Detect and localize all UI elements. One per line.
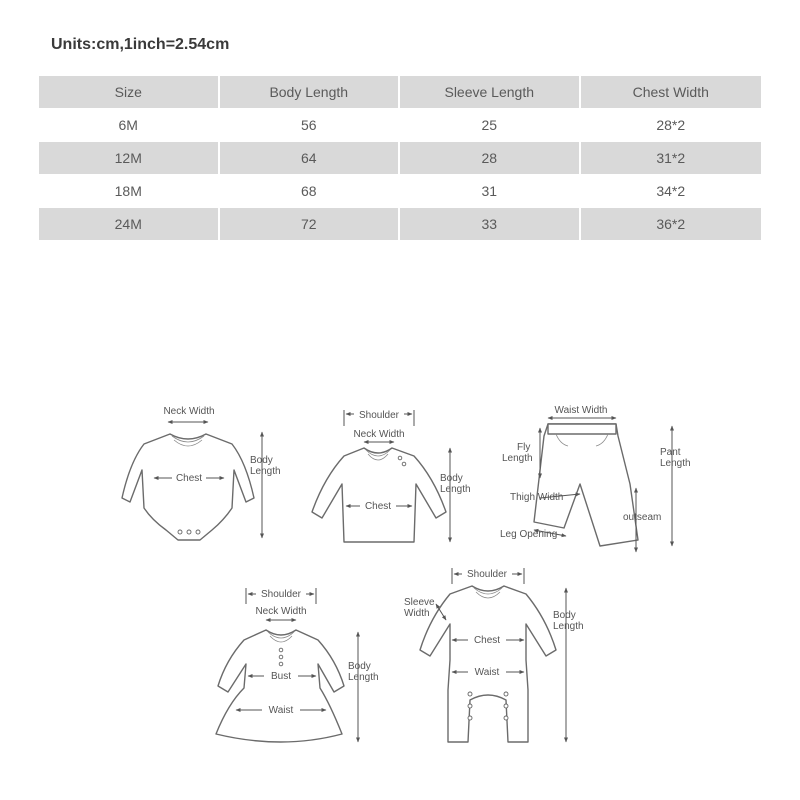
pants-waist-width-label: Waist Width — [554, 405, 608, 416]
top-length-label: Length — [440, 484, 471, 495]
header-size: Size — [39, 76, 220, 108]
dress-outline — [216, 630, 344, 742]
cell-chest-width: 28*2 — [581, 108, 762, 141]
shoulder-button — [398, 456, 402, 460]
top-chest-label: Chest — [364, 501, 392, 512]
romper-chest-label: Chest — [473, 635, 501, 646]
pants-pant-length-label: Length — [660, 458, 691, 469]
header-chest-width: Chest Width — [581, 76, 762, 108]
romper-button — [468, 692, 472, 696]
romper-length-label: Length — [553, 621, 584, 632]
header-sleeve-length: Sleeve Length — [400, 76, 581, 108]
shoulder-button — [402, 462, 406, 466]
cell-body-length: 56 — [220, 108, 401, 141]
cell-sleeve-length: 31 — [400, 174, 581, 207]
cell-body-length: 72 — [220, 207, 401, 240]
pants-outline — [534, 424, 638, 546]
dress-waist-label: Waist — [268, 705, 294, 716]
cell-sleeve-length: 28 — [400, 141, 581, 174]
pants-diagram — [500, 405, 691, 552]
romper-button — [504, 692, 508, 696]
romper-waist-label: Waist — [474, 667, 500, 678]
cell-chest-width: 36*2 — [581, 207, 762, 240]
pants-pant-label: Pant — [660, 447, 681, 458]
romper-body-label: Body — [553, 610, 576, 621]
dress-diagram — [216, 588, 379, 742]
romper-shoulder-label: Shoulder — [466, 569, 508, 580]
cell-body-length: 68 — [220, 174, 401, 207]
pants-thigh-width-label: Thigh Width — [510, 492, 564, 503]
bodysuit-diagram — [122, 406, 281, 540]
top-outline — [312, 448, 446, 542]
dress-length-label: Length — [348, 672, 379, 683]
romper-button — [468, 704, 472, 708]
dress-shoulder-label: Shoulder — [260, 589, 302, 600]
dress-body-label: Body — [348, 661, 371, 672]
pants-leg-opening-label: Leg Opening — [500, 529, 558, 540]
snap-button — [196, 530, 200, 534]
bodysuit-neck-width-label: Neck Width — [163, 406, 215, 417]
dress-button — [279, 662, 283, 666]
pants-fly-length-label: Length — [502, 453, 533, 464]
header-body-length: Body Length — [220, 76, 401, 108]
cell-size: 18M — [39, 174, 220, 207]
bodysuit-outline — [122, 434, 254, 540]
cell-size: 12M — [39, 141, 220, 174]
pants-fly-label: Fly — [517, 442, 531, 453]
top-shoulder-label: Shoulder — [358, 410, 400, 421]
snap-button — [187, 530, 191, 534]
top-neck-width-label: Neck Width — [353, 429, 405, 440]
bodysuit-body-label: Body — [250, 455, 273, 466]
cell-sleeve-length: 25 — [400, 108, 581, 141]
cell-size: 6M — [39, 108, 220, 141]
snap-button — [178, 530, 182, 534]
pants-waistband — [548, 424, 616, 434]
romper-diagram — [404, 568, 584, 742]
romper-button — [468, 716, 472, 720]
cell-body-length: 64 — [220, 141, 401, 174]
cell-size: 24M — [39, 207, 220, 240]
romper-outline — [420, 586, 556, 742]
pants-outseam-label: outseam — [623, 512, 662, 523]
dress-button — [279, 655, 283, 659]
units-note: Units:cm,1inch=2.54cm — [51, 36, 230, 53]
romper-button — [504, 716, 508, 720]
bodysuit-length-label: Length — [250, 466, 281, 477]
bodysuit-chest-label: Chest — [175, 473, 203, 484]
romper-button — [504, 704, 508, 708]
dress-bust-label: Bust — [270, 671, 292, 682]
romper-width-label: Width — [404, 608, 430, 619]
top-body-label: Body — [440, 473, 463, 484]
cell-chest-width: 34*2 — [581, 174, 762, 207]
dress-button — [279, 648, 283, 652]
romper-sleeve-label: Sleeve — [404, 597, 435, 608]
dress-neck-width-label: Neck Width — [255, 606, 307, 617]
cell-chest-width: 31*2 — [581, 141, 762, 174]
cell-sleeve-length: 33 — [400, 207, 581, 240]
top-diagram — [312, 410, 471, 542]
